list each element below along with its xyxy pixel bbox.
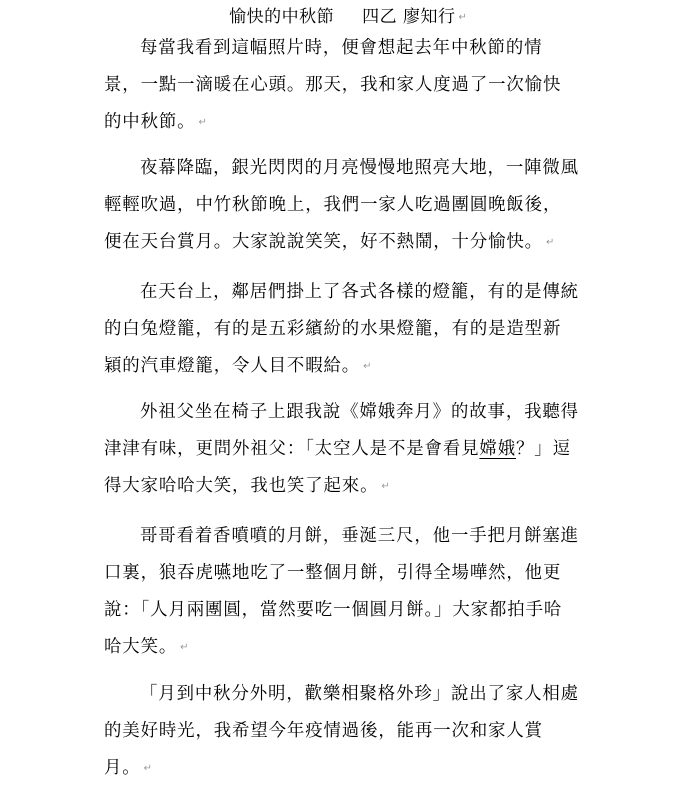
paragraph-line: 哥哥看着香噴噴的月餅，垂涎三尺，他一手把月餅塞進: [140, 526, 579, 546]
paragraph-5: [104, 522, 590, 670]
paragraph-line: 津津有味，更問外祖父：「太空人是不是會看見嫦娥？」逗: [104, 439, 571, 459]
paragraph-line: 的白兔燈籠，有的是五彩繽紛的水果燈籠，有的是造型新: [104, 319, 562, 339]
paragraph-line: 哈大笑。 ↵: [104, 637, 189, 657]
paragraph-line: 景，一點一滴暖在心頭。那天，我和家人度過了一次愉快: [104, 75, 562, 95]
paragraph-line: 夜幕降臨，銀光閃閃的月亮慢慢地照亮大地，一陣微風: [140, 158, 579, 178]
paragraph-line: 口裏，狼吞虎嚥地吃了一整個月餅，引得全場嘩然，他更: [104, 563, 562, 583]
paragraph-mark-icon: ↵: [180, 641, 189, 653]
paragraph-line: 輕輕吹過，中竹秋節晚上，我們一家人吃過團圓晚飯後，: [104, 195, 562, 215]
paragraph-mark-icon: ↵: [198, 116, 207, 128]
paragraph-4: [104, 398, 590, 509]
paragraph-line: 得大家哈哈大笑，我也笑了起來。 ↵: [104, 476, 390, 496]
author-line: 四乙 廖知行: [362, 7, 456, 27]
paragraph-line: 的中秋節。 ↵: [104, 112, 207, 132]
paragraph-mark-icon: ↵: [545, 236, 555, 248]
paragraph-mark-icon: ↵: [458, 11, 467, 23]
paragraph-mark-icon: ↵: [143, 762, 152, 774]
paragraph-mark-icon: ↵: [381, 480, 390, 492]
paragraph-line: 說：「人月兩團圓，當然要吃一個圓月餅。」大家都拍手哈: [104, 600, 563, 620]
paragraph-line: 外祖父坐在椅子上跟我說《嫦娥奔月》的故事，我聽得: [140, 402, 579, 422]
paragraph-6: [104, 680, 590, 791]
paragraph-line: 穎的汽車燈籠，令人目不暇給。 ↵: [104, 356, 372, 376]
essay-title: 愉快的中秋節: [229, 7, 335, 27]
paragraph-3: [104, 278, 590, 389]
paragraph-mark-icon: ↵: [363, 360, 372, 372]
paragraph-1: [104, 34, 590, 145]
paragraph-2: [104, 154, 590, 265]
underlined-word: 嫦娥: [479, 439, 516, 459]
paragraph-line: 便在天台賞月。大家說說笑笑，好不熱鬧，十分愉快。 ↵: [104, 232, 555, 252]
paragraph-line: 的美好時光，我希望今年疫情過後，能再一次和家人賞: [104, 721, 543, 741]
paragraph-line: 「月到中秋分外明，歡樂相聚格外珍」說出了家人相處: [140, 684, 579, 704]
paragraph-line: 在天台上，鄰居們掛上了各式各樣的燈籠，有的是傳統: [140, 282, 579, 302]
essay-heading: [0, 6, 696, 29]
paragraph-line: 月。 ↵: [104, 758, 152, 778]
paragraph-line: 每當我看到這幅照片時，便會想起去年中秋節的情: [140, 38, 543, 58]
